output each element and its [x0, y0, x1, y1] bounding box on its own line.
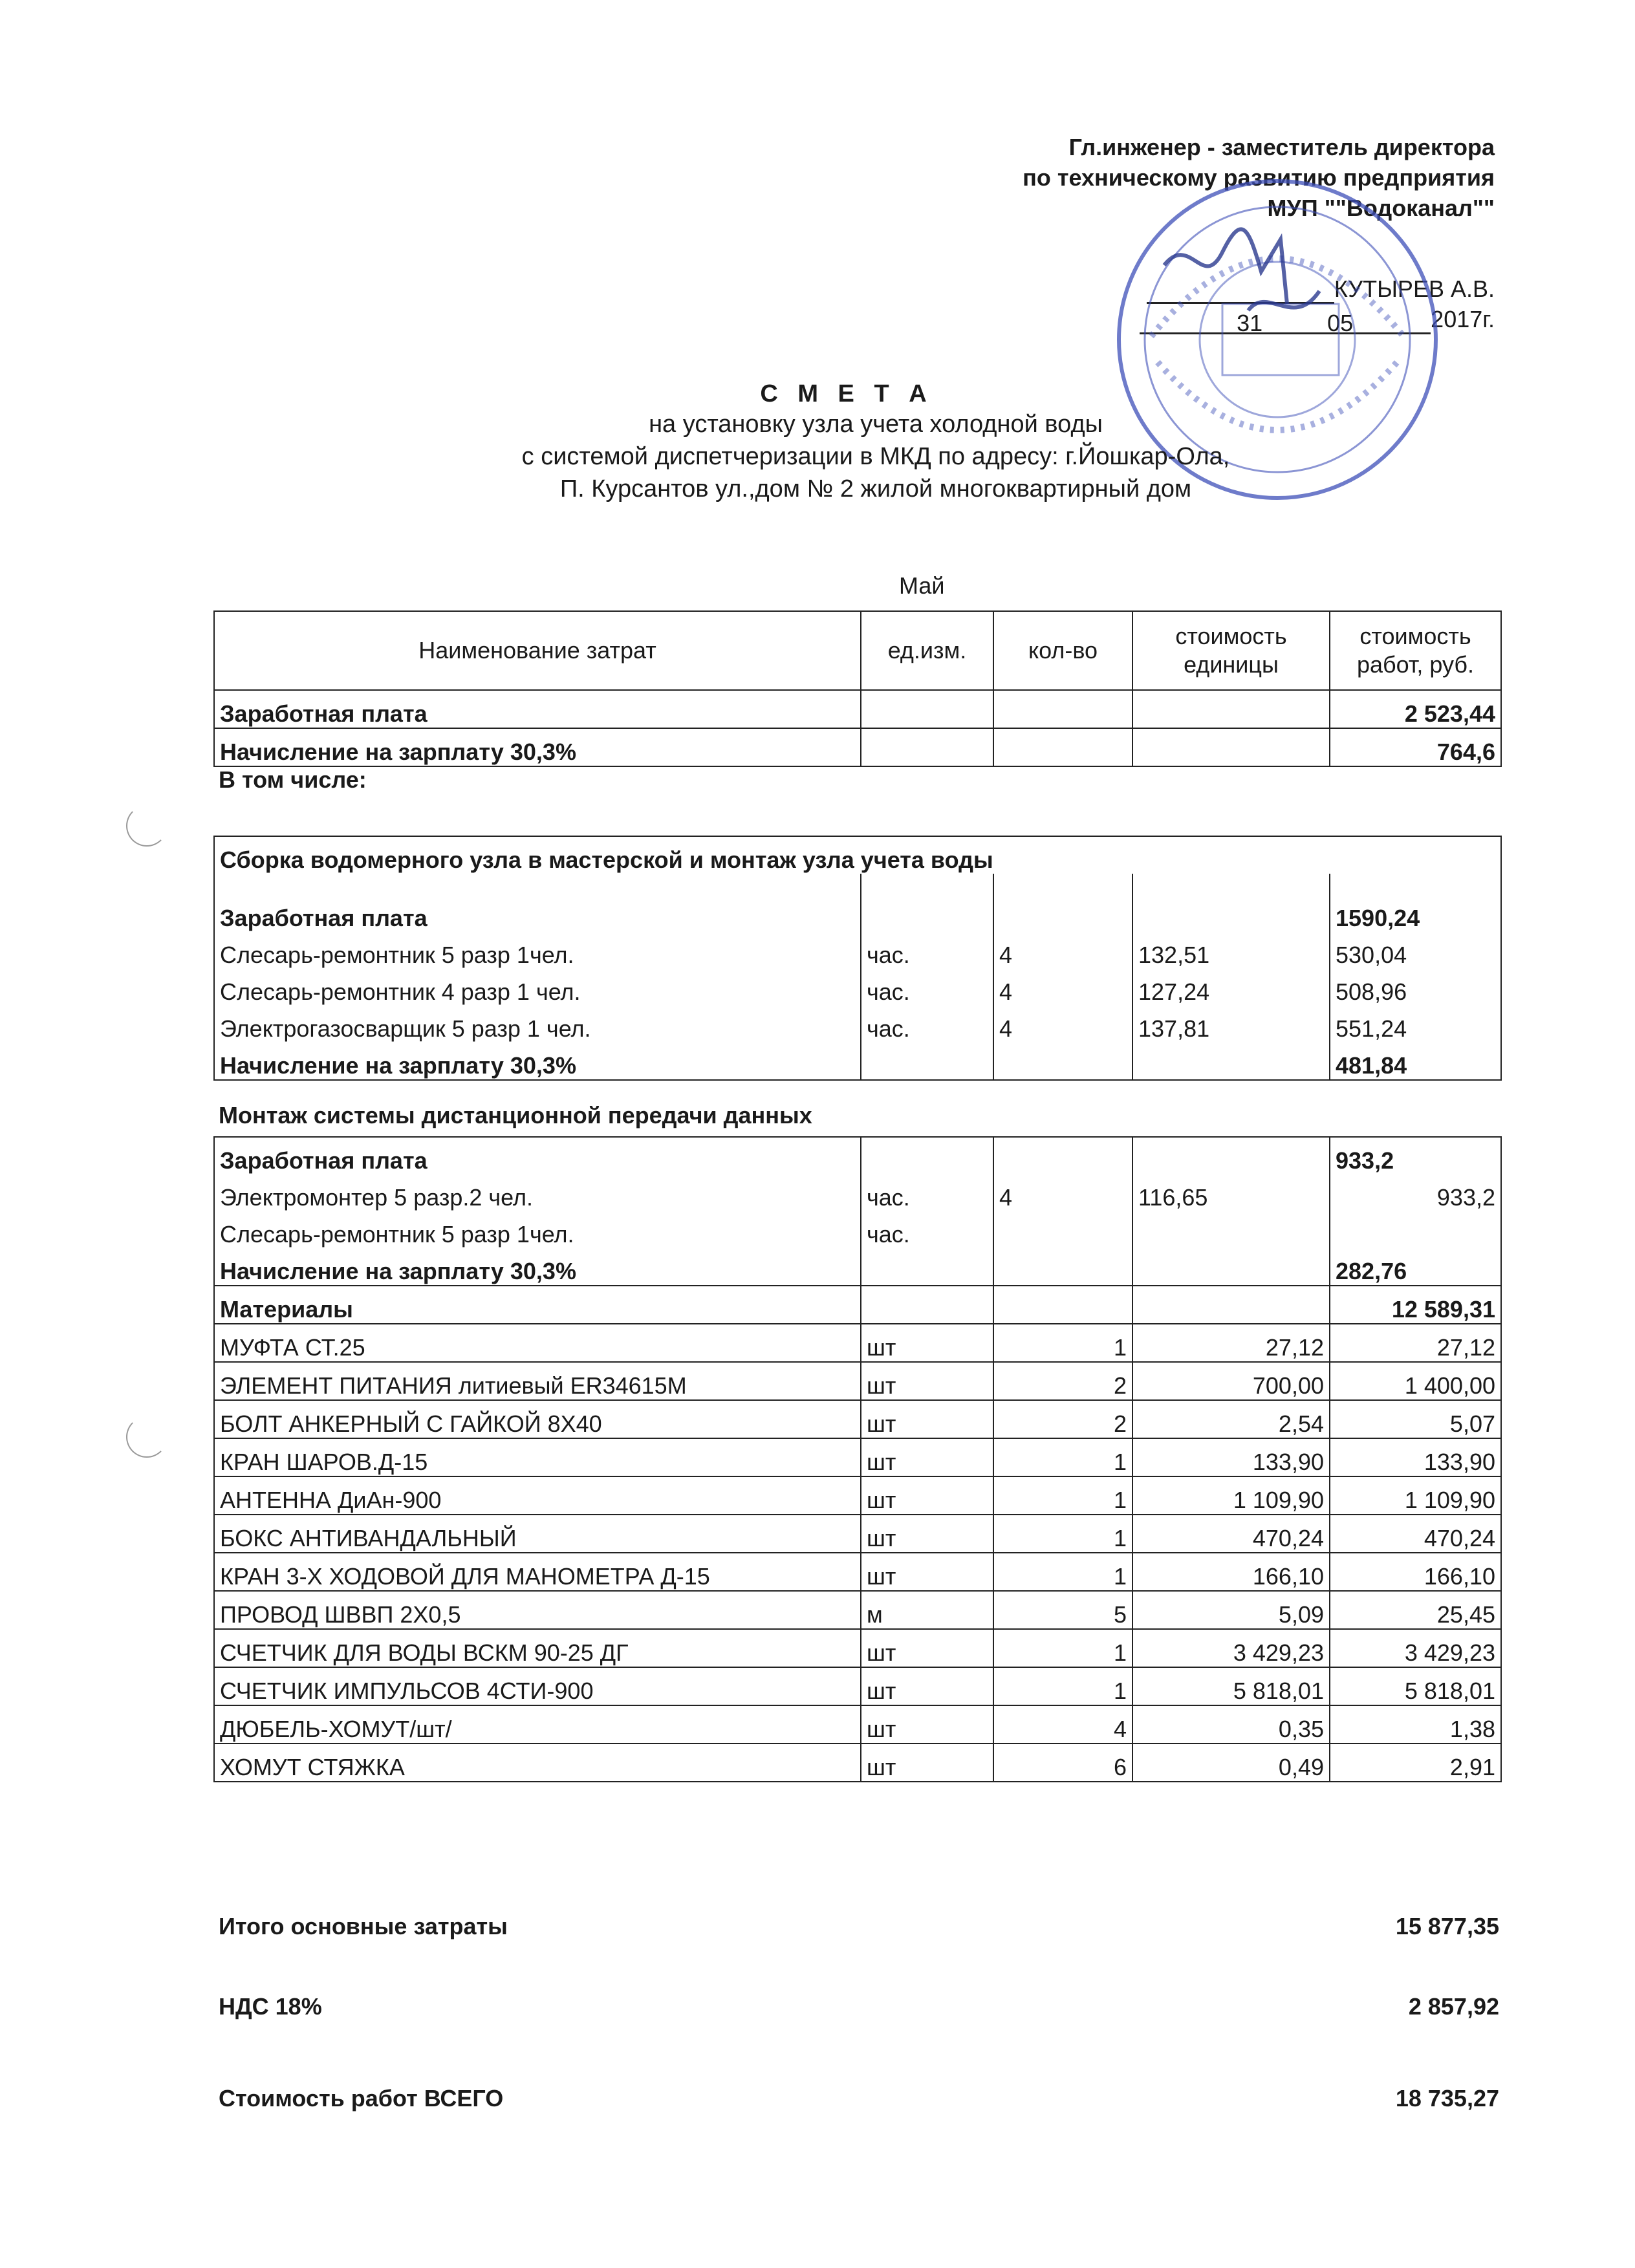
row-name: Слесарь-ремонтник 5 разр 1чел. [214, 932, 861, 969]
row-total: 933,2 [1330, 1137, 1501, 1174]
row-total: 1 400,00 [1330, 1362, 1501, 1400]
document-title [0, 380, 1635, 505]
row-name: СЧЕТЧИК ДЛЯ ВОДЫ ВСКМ 90-25 ДГ [214, 1629, 861, 1667]
row-qty: 1 [993, 1629, 1132, 1667]
row-unit: шт [861, 1553, 993, 1591]
materials-list [214, 1324, 1501, 1782]
row-price: 470,24 [1132, 1515, 1330, 1553]
row-unit: шт [861, 1667, 993, 1705]
row-unit: час. [861, 932, 993, 969]
document-subtitle-line2: с системой диспетчеризации в МКД по адресу: г.Йошкар-Ола, [521, 443, 1230, 470]
row-name: ХОМУТ СТЯЖКА [214, 1744, 861, 1782]
row-name: Электромонтер 5 разр.2 чел. [214, 1174, 861, 1211]
table-row [214, 1174, 1501, 1211]
row-total [1330, 1211, 1501, 1248]
section1-accrual-row [214, 1042, 1501, 1080]
row-qty: 5 [993, 1591, 1132, 1629]
document-subtitle-line1: на установку узла учета холодной воды [649, 411, 1103, 438]
section2-accrual-row [214, 1248, 1501, 1286]
row-price: 116,65 [1132, 1174, 1330, 1211]
row-qty: 4 [993, 969, 1132, 1006]
row-qty: 1 [993, 1476, 1132, 1515]
row-unit: шт [861, 1744, 993, 1782]
table-row [214, 690, 1501, 728]
total-main-label: Итого основные затраты [219, 1913, 508, 1939]
section1-title-row [214, 836, 1501, 874]
row-qty: 4 [993, 1705, 1132, 1744]
approval-date-month: 05 [1288, 308, 1392, 334]
row-total: 551,24 [1330, 1006, 1501, 1042]
row-name: МУФТА СТ.25 [214, 1324, 861, 1362]
approval-signer-name: КУТЫРЕВ А.В. [1334, 275, 1495, 302]
row-name: Начисление на зарплату 30,3% [214, 1248, 861, 1286]
table-row [214, 969, 1501, 1006]
row-price: 1 109,90 [1132, 1476, 1330, 1515]
header-unit-price: стоимость единицы [1132, 611, 1330, 690]
row-total: 1,38 [1330, 1705, 1501, 1744]
row-name: Слесарь-ремонтник 4 разр 1 чел. [214, 969, 861, 1006]
row-price: 3 429,23 [1132, 1629, 1330, 1667]
row-unit: час. [861, 1006, 993, 1042]
row-total: 282,76 [1330, 1248, 1501, 1286]
row-name: КРАН 3-Х ХОДОВОЙ ДЛЯ МАНОМЕТРА Д-15 [214, 1553, 861, 1591]
table-row [214, 1515, 1501, 1553]
row-name: СЧЕТЧИК ИМПУЛЬСОВ 4СТИ-900 [214, 1667, 861, 1705]
total-grand-label: Стоимость работ ВСЕГО [219, 2085, 504, 2111]
table-row [214, 1476, 1501, 1515]
row-price: 0,35 [1132, 1705, 1330, 1744]
row-qty: 1 [993, 1438, 1132, 1476]
row-total: 530,04 [1330, 932, 1501, 969]
row-unit: шт [861, 1476, 993, 1515]
row-name: Заработная плата [214, 690, 861, 728]
row-unit: м [861, 1591, 993, 1629]
row-price [1132, 1211, 1330, 1248]
approval-position-line2: по техническому развитию предприятия [1023, 164, 1495, 191]
section2-table [213, 1136, 1502, 1782]
row-name: Электрогазосварщик 5 разр 1 чел. [214, 1006, 861, 1042]
document-subtitle-line3: П. Курсантов ул.,дом № 2 жилой многоквартирный дом [559, 475, 1192, 502]
row-name: КРАН ШАРОВ.Д-15 [214, 1438, 861, 1476]
row-name: ЭЛЕМЕНТ ПИТАНИЯ литиевый ER34615M [214, 1362, 861, 1400]
row-qty: 2 [993, 1362, 1132, 1400]
approval-organization: МУП ""Водоканал"" [1267, 195, 1495, 221]
total-vat-label: НДС 18% [219, 1993, 322, 2020]
row-unit: шт [861, 1438, 993, 1476]
row-price: 133,90 [1132, 1438, 1330, 1476]
row-qty: 4 [993, 1174, 1132, 1211]
row-name: АНТЕННА ДиАн-900 [214, 1476, 861, 1515]
row-price: 132,51 [1132, 932, 1330, 969]
row-total: 933,2 [1330, 1174, 1501, 1211]
row-unit: шт [861, 1400, 993, 1438]
row-qty: 2 [993, 1400, 1132, 1438]
table-row [214, 1438, 1501, 1476]
row-total: 481,84 [1330, 1042, 1501, 1080]
row-name: Слесарь-ремонтник 5 разр 1чел. [214, 1211, 861, 1248]
row-price: 127,24 [1132, 969, 1330, 1006]
section1-title: Сборка водомерного узла в мастерской и монтаж узла учета воды [214, 836, 1501, 874]
including-label: В том числе: [219, 766, 367, 793]
row-qty: 1 [993, 1553, 1132, 1591]
table-row [214, 932, 1501, 969]
row-total: 133,90 [1330, 1438, 1501, 1476]
punch-hole-mark [126, 805, 168, 847]
table-row [214, 1591, 1501, 1629]
section2-salary-row [214, 1137, 1501, 1174]
total-vat-value: 2 857,92 [1408, 1993, 1499, 2020]
month-label: Май [899, 572, 945, 599]
row-price: 166,10 [1132, 1553, 1330, 1591]
row-total: 2,91 [1330, 1744, 1501, 1782]
row-total: 5 818,01 [1330, 1667, 1501, 1705]
section1-salary-row [214, 874, 1501, 932]
row-total: 25,45 [1330, 1591, 1501, 1629]
row-unit: шт [861, 1324, 993, 1362]
row-price: 700,00 [1132, 1362, 1330, 1400]
table-row [214, 1324, 1501, 1362]
row-total: 1 109,90 [1330, 1476, 1501, 1515]
summary-table [213, 610, 1502, 767]
total-grand-row [219, 2085, 1499, 2112]
row-price: 2,54 [1132, 1400, 1330, 1438]
row-total: 764,6 [1330, 728, 1501, 766]
header-quantity: кол-во [993, 611, 1132, 690]
row-name: Заработная плата [214, 1137, 861, 1174]
row-price: 5,09 [1132, 1591, 1330, 1629]
table-row [214, 1744, 1501, 1782]
row-unit: час. [861, 1174, 993, 1211]
approval-date-day: 31 [1211, 308, 1288, 334]
summary-header-row [214, 611, 1501, 690]
row-qty: 1 [993, 1324, 1132, 1362]
total-vat-row [219, 1993, 1499, 2020]
row-unit: час. [861, 1211, 993, 1248]
row-unit: шт [861, 1705, 993, 1744]
total-main-row [219, 1913, 1499, 1940]
section1-table [213, 836, 1502, 1081]
row-unit: шт [861, 1515, 993, 1553]
table-row [214, 1553, 1501, 1591]
row-total: 508,96 [1330, 969, 1501, 1006]
row-qty [993, 1211, 1132, 1248]
approval-date-year: 2017г. [1431, 306, 1495, 332]
table-row [214, 1362, 1501, 1400]
row-name: ПРОВОД ШВВП 2Х0,5 [214, 1591, 861, 1629]
row-qty: 4 [993, 1006, 1132, 1042]
table-row [214, 1211, 1501, 1248]
document-heading: С М Е Т А [760, 380, 933, 407]
row-price: 27,12 [1132, 1324, 1330, 1362]
row-price: 0,49 [1132, 1744, 1330, 1782]
table-row [214, 1629, 1501, 1667]
row-qty: 1 [993, 1667, 1132, 1705]
row-qty: 1 [993, 1515, 1132, 1553]
row-name: БОКС АНТИВАНДАЛЬНЫЙ [214, 1515, 861, 1553]
totals-block [219, 1913, 1499, 2112]
row-name: БОЛТ АНКЕРНЫЙ С ГАЙКОЙ 8Х40 [214, 1400, 861, 1438]
section2-title: Монтаж системы дистанционной передачи данных [219, 1102, 812, 1129]
row-name: Начисление на зарплату 30,3% [214, 1042, 861, 1080]
row-total: 2 523,44 [1330, 690, 1501, 728]
row-total: 27,12 [1330, 1324, 1501, 1362]
row-qty: 6 [993, 1744, 1132, 1782]
total-main-value: 15 877,35 [1395, 1913, 1499, 1939]
row-price: 137,81 [1132, 1006, 1330, 1042]
row-qty: 4 [993, 932, 1132, 969]
row-total: 166,10 [1330, 1553, 1501, 1591]
header-total: стоимость работ, руб. [1330, 611, 1501, 690]
row-unit: шт [861, 1362, 993, 1400]
row-total: 12 589,31 [1330, 1286, 1501, 1324]
total-grand-value: 18 735,27 [1395, 2085, 1499, 2111]
row-unit: час. [861, 969, 993, 1006]
row-total: 1590,24 [1330, 874, 1501, 932]
row-name: Заработная плата [214, 874, 861, 932]
row-unit: шт [861, 1629, 993, 1667]
row-name: ДЮБЕЛЬ-ХОМУТ/шт/ [214, 1705, 861, 1744]
header-unit: ед.изм. [861, 611, 993, 690]
row-total: 470,24 [1330, 1515, 1501, 1553]
table-row [214, 1705, 1501, 1744]
row-total: 3 429,23 [1330, 1629, 1501, 1667]
row-name: Начисление на зарплату 30,3% [214, 728, 861, 766]
row-name: Материалы [214, 1286, 861, 1324]
table-row [214, 1667, 1501, 1705]
materials-header-row [214, 1286, 1501, 1324]
row-price: 5 818,01 [1132, 1667, 1330, 1705]
punch-hole-mark [126, 1416, 168, 1458]
approval-position-line1: Гл.инженер - заместитель директора [1068, 134, 1495, 160]
table-row [214, 1400, 1501, 1438]
header-cost-name: Наименование затрат [214, 611, 861, 690]
row-total: 5,07 [1330, 1400, 1501, 1438]
signature-mark [1151, 213, 1345, 356]
table-row [214, 728, 1501, 766]
table-row [214, 1006, 1501, 1042]
